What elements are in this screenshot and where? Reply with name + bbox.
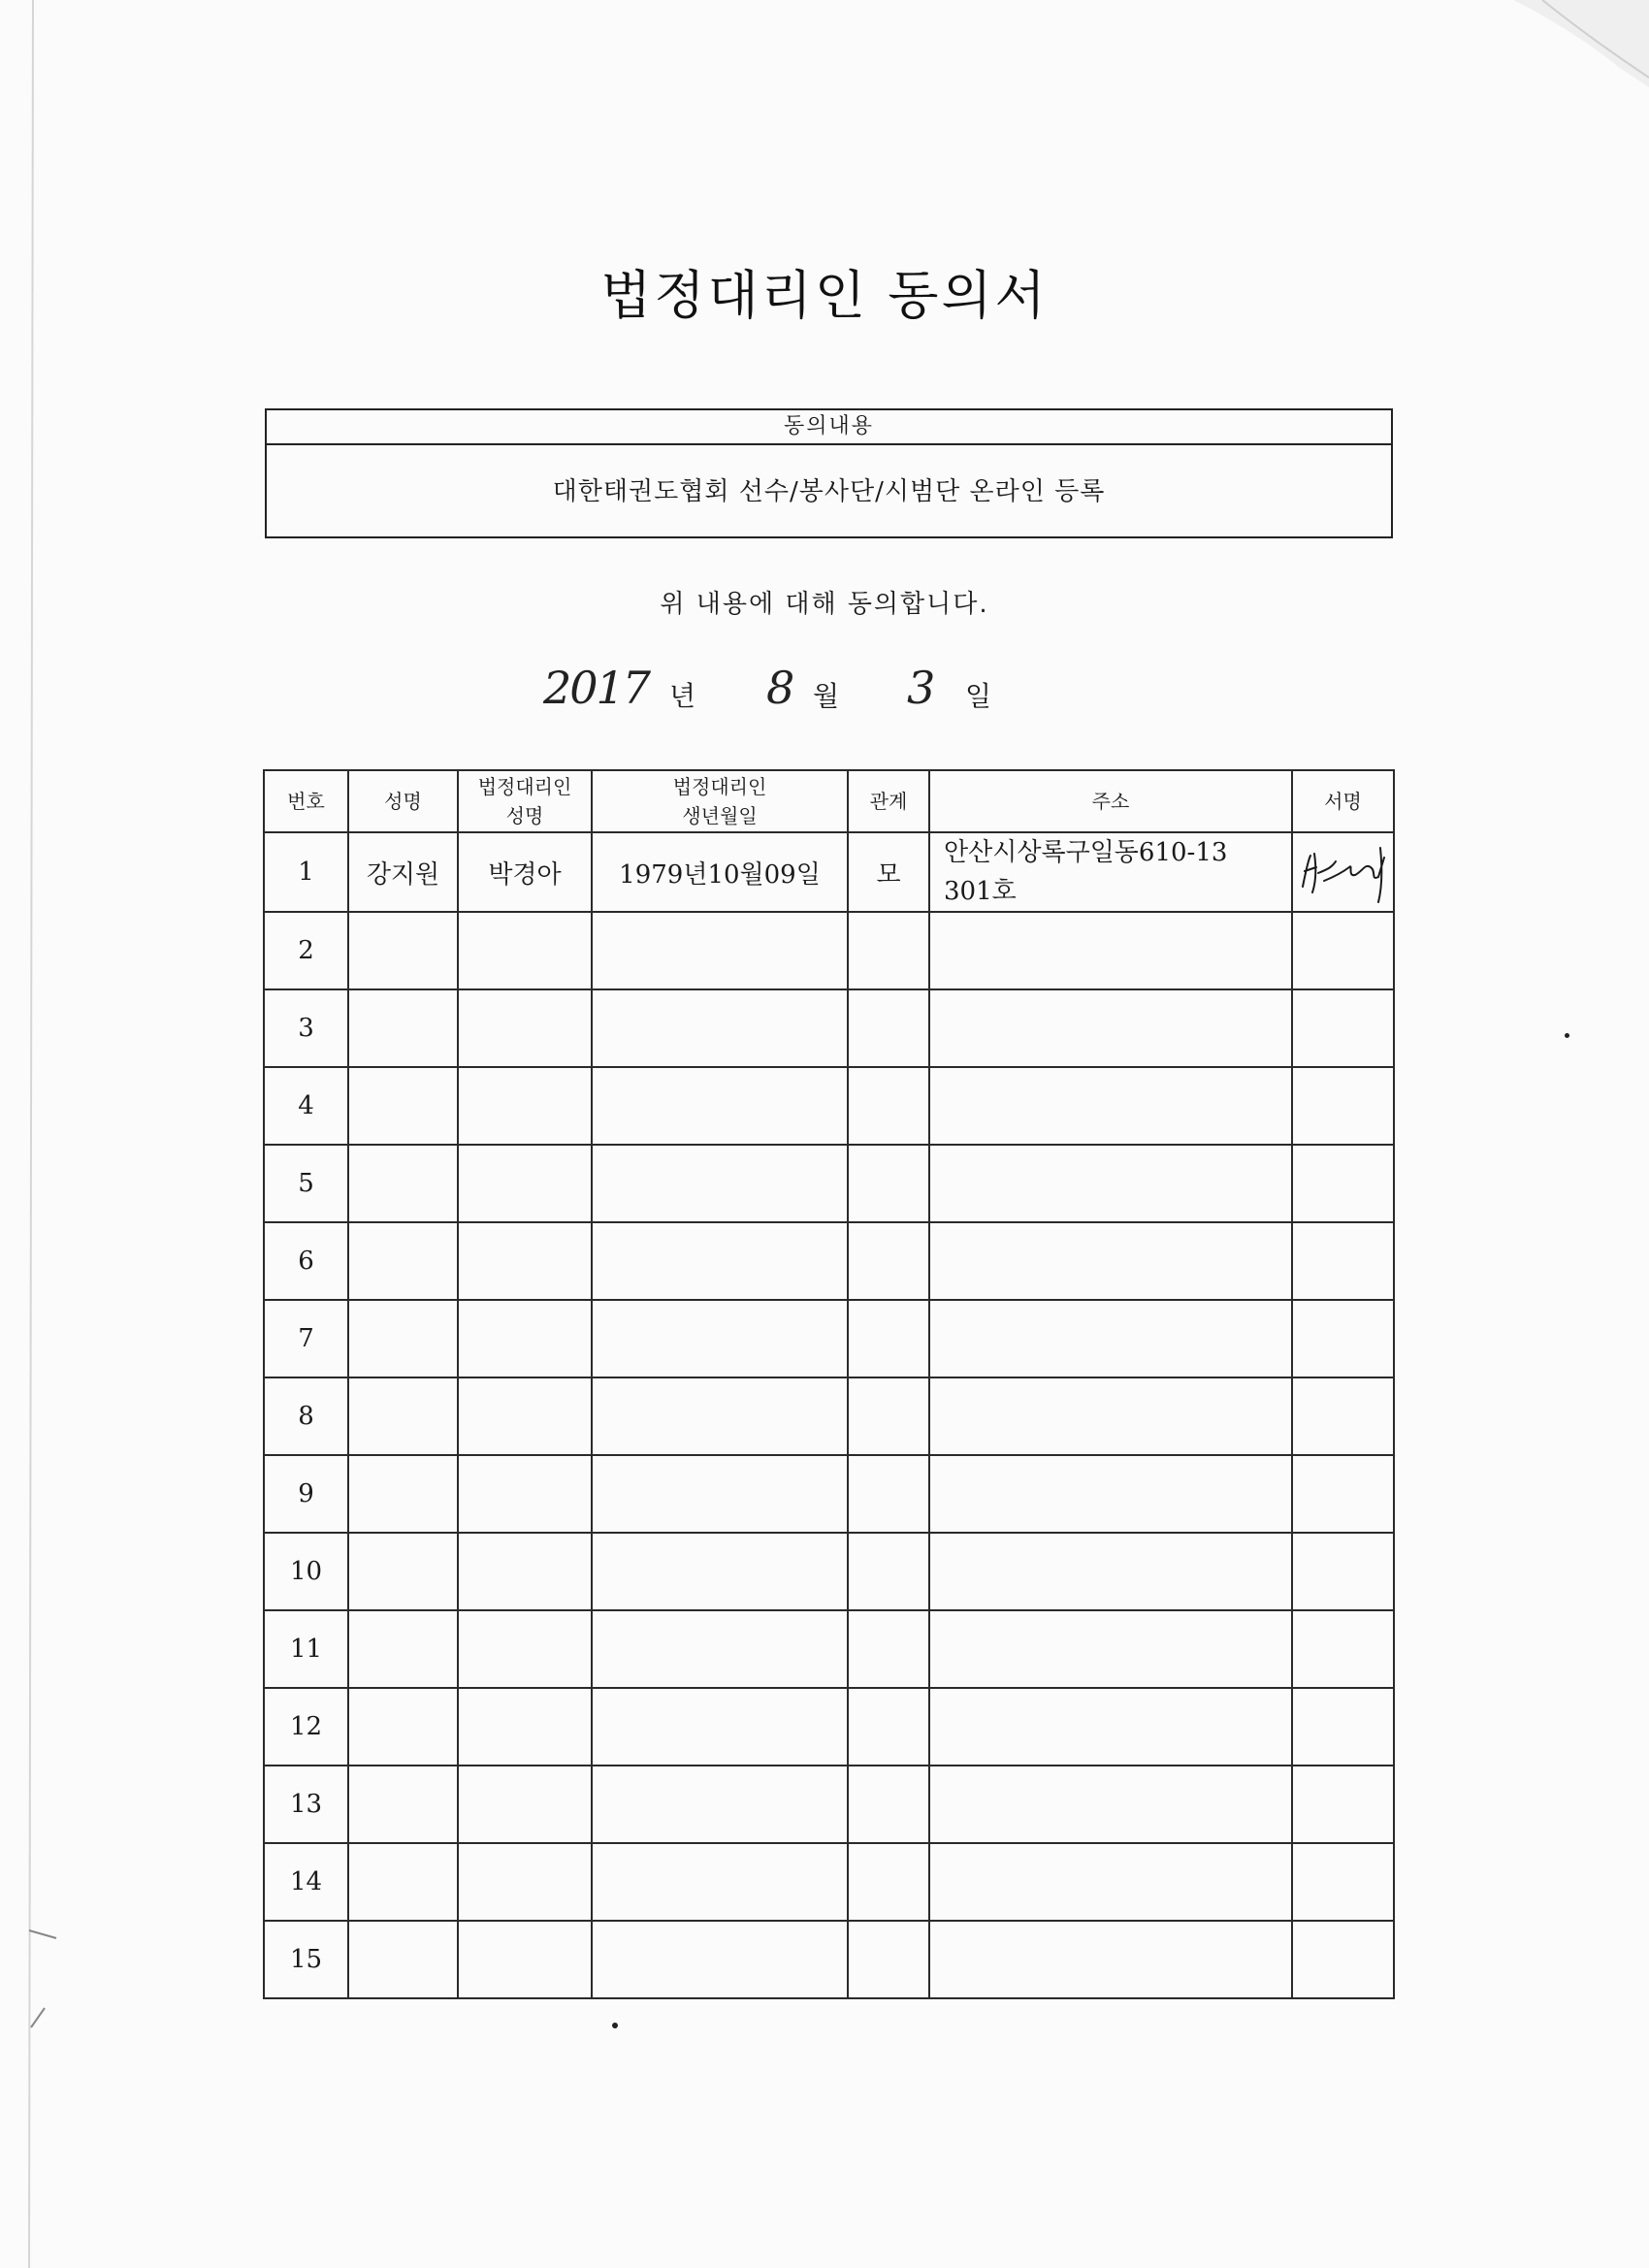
cell-no: 12 (264, 1688, 348, 1766)
cell-signature (1292, 1843, 1394, 1921)
cell-guardian-birth (592, 912, 848, 989)
cell-address-line2: 301호 (944, 877, 1017, 906)
cell-guardian-birth (592, 1455, 848, 1533)
cell-no: 9 (264, 1455, 348, 1533)
cell-no: 15 (264, 1921, 348, 1998)
table-row (264, 912, 1394, 989)
date-line (0, 662, 1649, 726)
table-row (264, 1843, 1394, 1921)
cell-name (348, 1921, 458, 1998)
cell-relation: 모 (848, 832, 929, 912)
cell-guardian-birth (592, 1300, 848, 1377)
cell-address (929, 912, 1292, 989)
cell-relation (848, 1377, 929, 1455)
cell-address (929, 832, 1292, 912)
cell-relation (848, 989, 929, 1067)
cell-guardian-birth (592, 1377, 848, 1455)
table-row (264, 1610, 1394, 1688)
agree-statement: 위 내용에 대해 동의합니다. (660, 590, 989, 619)
cell-name (348, 1222, 458, 1300)
cell-name (348, 1300, 458, 1377)
cell-address (929, 1377, 1292, 1455)
cell-relation (848, 1766, 929, 1843)
cell-relation (848, 1067, 929, 1145)
date-year-handwritten: 2017 (543, 662, 650, 714)
cell-address (929, 1145, 1292, 1222)
cell-no: 3 (264, 989, 348, 1067)
date-day-handwritten: 3 (907, 662, 936, 714)
cell-guardian-name (458, 1533, 592, 1610)
cell-guardian-name (458, 1145, 592, 1222)
cell-address (929, 1688, 1292, 1766)
cell-guardian-birth: 1979년10월09일 (592, 832, 848, 912)
consent-box (265, 408, 1393, 538)
cell-guardian-name (458, 1766, 592, 1843)
table-row (264, 1455, 1394, 1533)
document-title: 법정대리인 동의서 (600, 265, 1049, 326)
header-guardian-birth-line2: 생년월일 (682, 804, 758, 827)
table-row (264, 1222, 1394, 1300)
cell-guardian-name (458, 1300, 592, 1377)
cell-signature (1292, 832, 1394, 912)
table-row (264, 1533, 1394, 1610)
header-guardian-name-line2: 성명 (505, 804, 544, 827)
cell-guardian-birth (592, 1145, 848, 1222)
cell-guardian-name (458, 989, 592, 1067)
table-row (264, 1921, 1394, 1998)
cell-address (929, 1610, 1292, 1688)
table-row (264, 1766, 1394, 1843)
cell-name (348, 1688, 458, 1766)
consent-header: 동의내용 (267, 410, 1391, 445)
cell-address (929, 1921, 1292, 1998)
cell-guardian-birth (592, 1222, 848, 1300)
table-row (264, 832, 1394, 912)
header-guardian-birth (592, 770, 848, 832)
cell-guardian-birth (592, 1610, 848, 1688)
date-month-unit: 월 (813, 680, 840, 712)
cell-address (929, 1300, 1292, 1377)
cell-guardian-name (458, 1377, 592, 1455)
cell-name (348, 989, 458, 1067)
cell-signature (1292, 1222, 1394, 1300)
cell-no: 14 (264, 1843, 348, 1921)
cell-guardian-name (458, 1067, 592, 1145)
cell-relation (848, 1145, 929, 1222)
handwritten-signature (1295, 838, 1392, 906)
cell-name (348, 912, 458, 989)
date-day-unit: 일 (965, 680, 992, 712)
cell-guardian-name (458, 1222, 592, 1300)
cell-no: 11 (264, 1610, 348, 1688)
cell-signature (1292, 1610, 1394, 1688)
cell-no: 7 (264, 1300, 348, 1377)
table-header-row (264, 770, 1394, 832)
cell-guardian-name (458, 1688, 592, 1766)
cell-signature (1292, 1688, 1394, 1766)
header-guardian-name-line1: 법정대리인 (477, 775, 572, 798)
cell-signature (1292, 1067, 1394, 1145)
date-year-unit: 년 (669, 680, 696, 712)
cell-no: 8 (264, 1377, 348, 1455)
cell-guardian-birth (592, 1766, 848, 1843)
cell-name (348, 1145, 458, 1222)
cell-guardian-birth (592, 1688, 848, 1766)
cell-name (348, 1377, 458, 1455)
cell-no: 4 (264, 1067, 348, 1145)
cell-guardian-name (458, 1455, 592, 1533)
cell-address (929, 1222, 1292, 1300)
registration-table (263, 769, 1395, 1999)
cell-relation (848, 1843, 929, 1921)
cell-guardian-birth (592, 1067, 848, 1145)
cell-guardian-birth (592, 989, 848, 1067)
header-relation: 관계 (848, 770, 929, 832)
cell-name (348, 1843, 458, 1921)
cell-address (929, 1766, 1292, 1843)
cell-relation (848, 1610, 929, 1688)
cell-signature (1292, 1533, 1394, 1610)
cell-relation (848, 912, 929, 989)
table-row (264, 1377, 1394, 1455)
cell-name (348, 1766, 458, 1843)
cell-signature (1292, 1921, 1394, 1998)
cell-signature (1292, 1300, 1394, 1377)
cell-signature (1292, 1145, 1394, 1222)
cell-no: 6 (264, 1222, 348, 1300)
cell-no: 1 (264, 832, 348, 912)
cell-guardian-name: 박경아 (458, 832, 592, 912)
cell-relation (848, 1222, 929, 1300)
header-no: 번호 (264, 770, 348, 832)
cell-signature (1292, 989, 1394, 1067)
cell-name (348, 1455, 458, 1533)
cell-relation (848, 1533, 929, 1610)
header-signature: 서명 (1292, 770, 1394, 832)
cell-name: 강지원 (348, 832, 458, 912)
cell-no: 5 (264, 1145, 348, 1222)
cell-address (929, 1533, 1292, 1610)
cell-signature (1292, 1455, 1394, 1533)
cell-name (348, 1610, 458, 1688)
table-row (264, 989, 1394, 1067)
cell-address (929, 1067, 1292, 1145)
cell-name (348, 1067, 458, 1145)
date-month-handwritten: 8 (766, 662, 795, 714)
cell-signature (1292, 1766, 1394, 1843)
cell-address-line1: 안산시상록구일동610-13 (944, 838, 1228, 867)
consent-body: 대한태권도협회 선수/봉사단/시범단 온라인 등록 (552, 477, 1106, 506)
cell-name (348, 1533, 458, 1610)
cell-relation (848, 1455, 929, 1533)
scan-speck (612, 2023, 618, 2028)
cell-no: 13 (264, 1766, 348, 1843)
cell-address (929, 1843, 1292, 1921)
cell-guardian-birth (592, 1533, 848, 1610)
cell-guardian-name (458, 1610, 592, 1688)
cell-relation (848, 1688, 929, 1766)
cell-no: 2 (264, 912, 348, 989)
cell-guardian-birth (592, 1843, 848, 1921)
cell-guardian-name (458, 912, 592, 989)
cell-signature (1292, 1377, 1394, 1455)
cell-address (929, 989, 1292, 1067)
table-row (264, 1067, 1394, 1145)
table-row (264, 1300, 1394, 1377)
scan-speck (1565, 1033, 1569, 1038)
cell-guardian-name (458, 1843, 592, 1921)
table-row (264, 1145, 1394, 1222)
header-name: 성명 (348, 770, 458, 832)
cell-guardian-name (458, 1921, 592, 1998)
cell-address (929, 1455, 1292, 1533)
table-row (264, 1688, 1394, 1766)
header-guardian-name (458, 770, 592, 832)
cell-guardian-birth (592, 1921, 848, 1998)
header-address: 주소 (929, 770, 1292, 832)
cell-no: 10 (264, 1533, 348, 1610)
header-guardian-birth-line1: 법정대리인 (672, 775, 767, 798)
cell-signature (1292, 912, 1394, 989)
cell-relation (848, 1921, 929, 1998)
cell-relation (848, 1300, 929, 1377)
